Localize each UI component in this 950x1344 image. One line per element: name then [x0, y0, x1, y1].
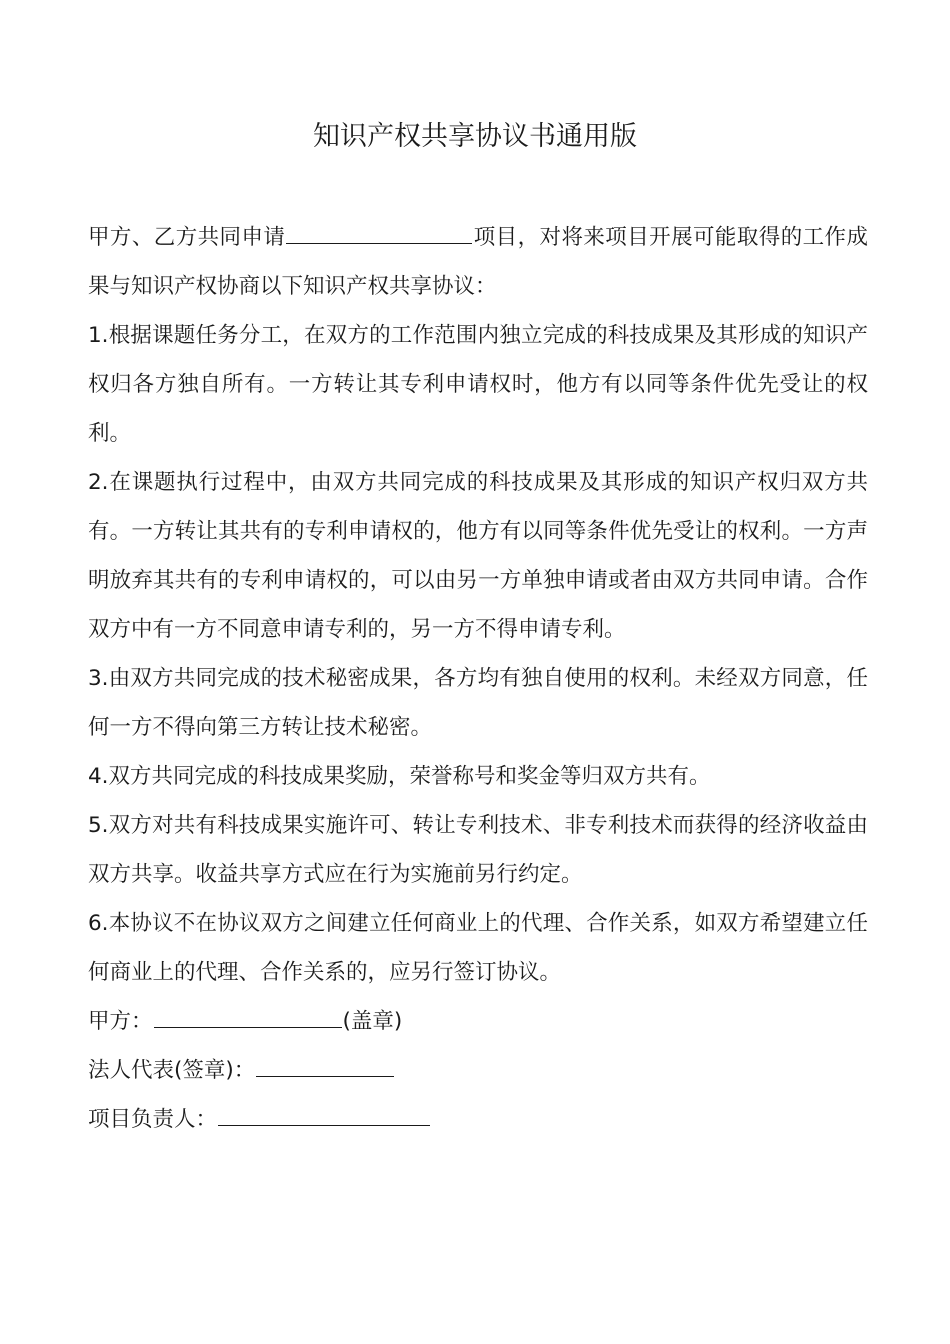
clause-2: 2.在课题执行过程中，由双方共同完成的科技成果及其形成的知识产权归双方共有。一方转让其共有的专利申请权的，他方有以同等条件优先受让的权利。一方声明放弃其共有的专利申请权的，可以由另一方单独申请或者由双方共同申请。合作双方中有一方不同意申请专利的，另一方不得申请专利。	[88, 470, 868, 642]
legal-rep-signature-line	[88, 1046, 868, 1095]
party-a-seal-label: (盖章)	[342, 1009, 403, 1034]
document-title: 知识产权共享协议书通用版	[313, 121, 637, 152]
document-body	[88, 213, 868, 1144]
intro-paragraph	[88, 213, 868, 311]
project-name-blank	[286, 213, 472, 244]
intro-suffix: 项目，对将来项目开展可能取得的工作成果与知识产权协商以下知识产权共享协议：	[88, 225, 868, 299]
clause-3: 3.由双方共同完成的技术秘密成果，各方均有独自使用的权利。未经双方同意，任何一方不得向第三方转让技术秘密。	[88, 666, 868, 740]
clause-5: 5.双方对共有科技成果实施许可、转让专利技术、非专利技术而获得的经济收益由双方共享。收益共享方式应在行为实施前另行约定。	[88, 813, 868, 887]
party-a-blank	[154, 997, 342, 1028]
party-a-signature-line	[88, 997, 868, 1046]
clause-1: 1.根据课题任务分工，在双方的工作范围内独立完成的科技成果及其形成的知识产权归各方独自所有。一方转让其专利申请权时，他方有以同等条件优先受让的权利。	[88, 323, 868, 446]
project-lead-label: 项目负责人：	[88, 1107, 218, 1132]
legal-rep-blank	[256, 1046, 394, 1077]
project-lead-signature-line	[88, 1095, 868, 1144]
clause-6: 6.本协议不在协议双方之间建立任何商业上的代理、合作关系，如双方希望建立任何商业上的代理、合作关系的，应另行签订协议。	[88, 911, 868, 985]
intro-prefix: 甲方、乙方共同申请	[88, 225, 286, 250]
clause-4: 4.双方共同完成的科技成果奖励，荣誉称号和奖金等归双方共有。	[88, 764, 711, 789]
legal-rep-label: 法人代表(签章)：	[88, 1058, 256, 1083]
party-a-label: 甲方：	[88, 1009, 153, 1034]
project-lead-blank	[218, 1095, 430, 1126]
